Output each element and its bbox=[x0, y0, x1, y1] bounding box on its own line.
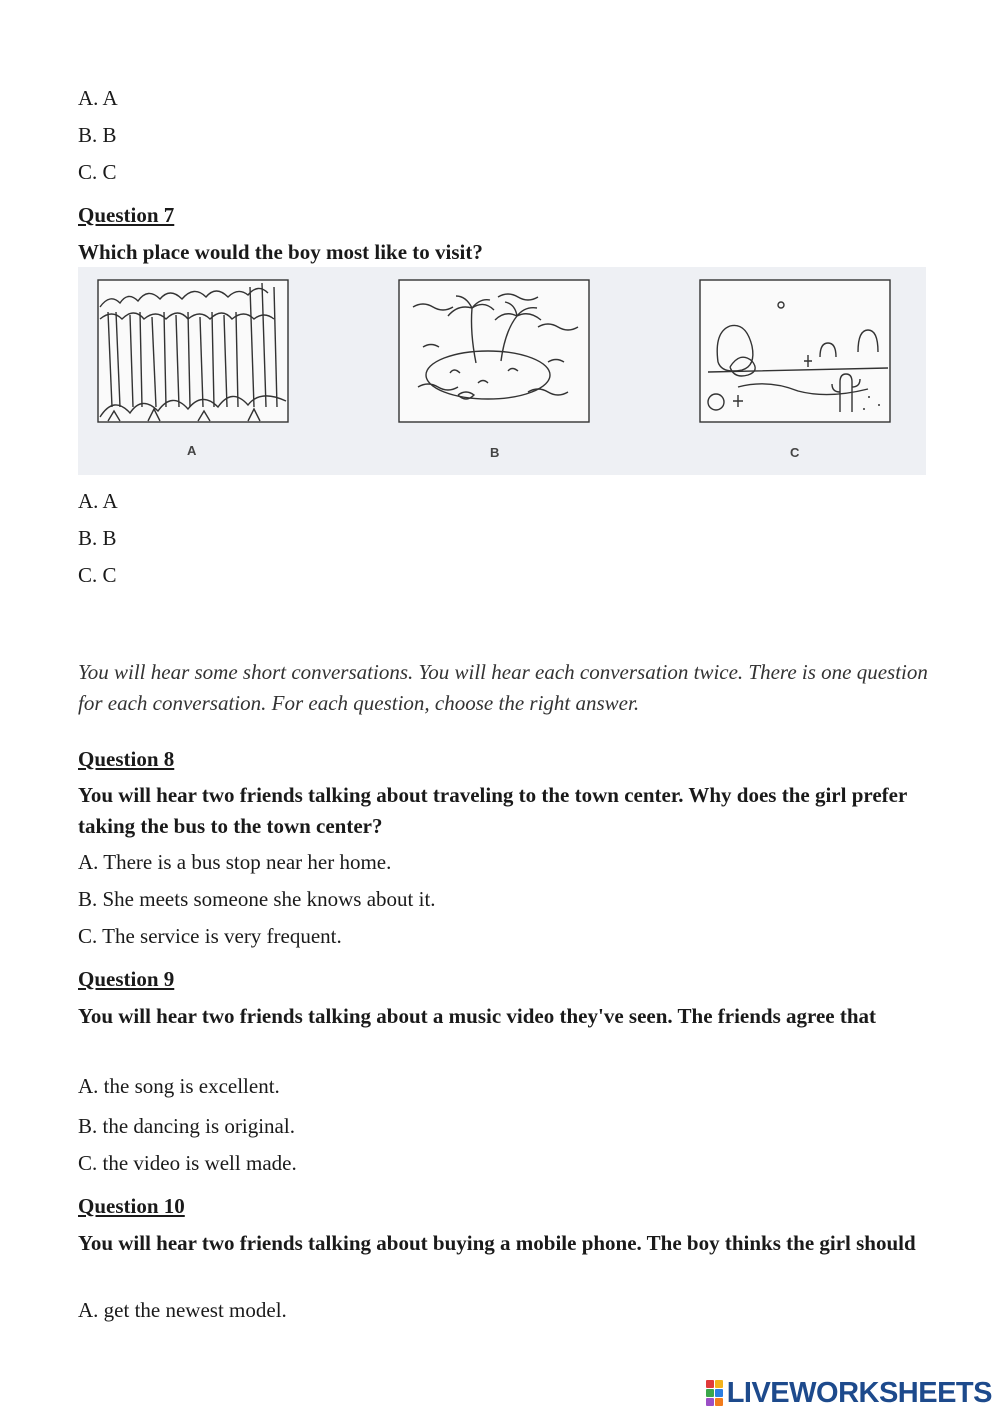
logo-block bbox=[706, 1389, 714, 1397]
logo-text: LIVEWORKSHEETS bbox=[726, 1376, 992, 1409]
q10-text: You will hear two friends talking about buying a mobile phone. The boy thinks the girl should bbox=[78, 1231, 916, 1255]
q7-pictures bbox=[78, 267, 926, 475]
logo-block bbox=[706, 1398, 714, 1406]
q8-text: You will hear two friends talking about traveling to the town center. Why does the girl prefer taking the bus to the town center? bbox=[78, 783, 907, 838]
liveworksheets-logo bbox=[706, 1378, 992, 1408]
q7-option-c[interactable]: C. C bbox=[78, 563, 117, 587]
q7-option-b[interactable]: B. B bbox=[78, 526, 117, 550]
logo-block bbox=[715, 1389, 723, 1397]
picture-label-a: A bbox=[187, 443, 197, 458]
q7-pictures-drawing bbox=[78, 267, 926, 475]
q6-option-b[interactable]: B. B bbox=[78, 123, 117, 147]
q9-option-c[interactable]: C. the video is well made. bbox=[78, 1151, 297, 1175]
q9-text: You will hear two friends talking about a music video they've seen. The friends agree that bbox=[78, 1004, 877, 1028]
q7-title: Question 7 bbox=[78, 203, 175, 227]
q8-option-a[interactable]: A. There is a bus stop near her home. bbox=[78, 850, 392, 874]
logo-blocks-icon bbox=[706, 1380, 723, 1406]
logo-block bbox=[715, 1380, 723, 1388]
island-picture bbox=[399, 280, 589, 422]
q8-option-b[interactable]: B. She meets someone she knows about it. bbox=[78, 887, 436, 911]
q7-text: Which place would the boy most like to visit? bbox=[78, 240, 483, 264]
logo-block bbox=[706, 1380, 714, 1388]
q10-title: Question 10 bbox=[78, 1194, 185, 1218]
q9-option-a[interactable]: A. the song is excellent. bbox=[78, 1074, 280, 1098]
q6-option-a[interactable]: A. A bbox=[78, 86, 118, 110]
logo-block bbox=[715, 1398, 723, 1406]
picture-label-b: B bbox=[490, 445, 500, 460]
q9-title: Question 9 bbox=[78, 967, 175, 991]
section-instructions: You will hear some short conversations. You will hear each conversation twice. There is one question for each conversation. For each question, choose the right answer. bbox=[78, 660, 928, 715]
q8-title: Question 8 bbox=[78, 747, 175, 771]
desert-picture bbox=[700, 280, 890, 422]
q8-option-c[interactable]: C. The service is very frequent. bbox=[78, 924, 342, 948]
q10-option-a[interactable]: A. get the newest model. bbox=[78, 1298, 287, 1322]
picture-label-c: C bbox=[790, 445, 800, 460]
q7-option-a[interactable]: A. A bbox=[78, 489, 118, 513]
q6-option-c[interactable]: C. C bbox=[78, 160, 117, 184]
q9-option-b[interactable]: B. the dancing is original. bbox=[78, 1114, 295, 1138]
forest-picture bbox=[98, 280, 288, 422]
